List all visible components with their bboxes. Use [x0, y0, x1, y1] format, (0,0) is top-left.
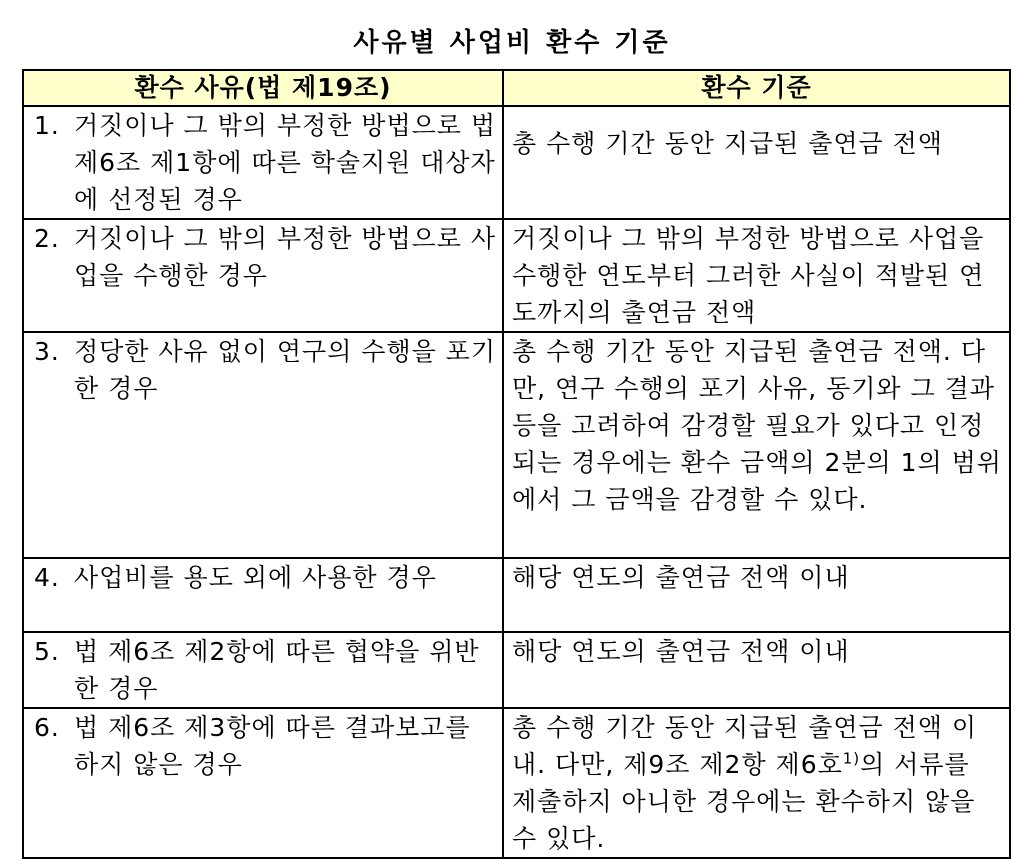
criteria-cell: 총 수행 기간 동안 지급된 출연금 전액. 다만, 연구 수행의 포기 사유, 동기와 그 결과 등을 고려하여 감경할 필요가 있다고 인정되는 경우에는 환수 금액의 2분의 1의 범위에서 그 금액을 감경할 수 있다.: [503, 332, 1010, 558]
criteria-text-after-footnote: 의 서류를 제출하지 아니한 경우에는 환수하지 않을 수 있다.: [512, 750, 976, 853]
header-criteria: 환수 기준: [503, 70, 1010, 106]
reason-cell: [23, 332, 503, 558]
reason-text-wrap: [34, 220, 496, 294]
reason-text-wrap: [34, 333, 496, 407]
table-row: [23, 219, 1010, 332]
reason-cell: [23, 558, 503, 632]
criteria-cell: [503, 708, 1010, 858]
footnote-marker[interactable]: 1): [842, 749, 861, 768]
table-row: [23, 632, 1010, 708]
row-number: 5.: [34, 637, 60, 666]
row-number: 1.: [34, 111, 60, 140]
reason-text-wrap: [34, 107, 496, 218]
table-row: [23, 708, 1010, 858]
table-row: [23, 106, 1010, 219]
refund-criteria-table: [22, 69, 1011, 859]
reason-text: 거짓이나 그 밖의 부정한 방법으로 법 제6조 제1항에 따른 학술지원 대상자에 선정된 경우: [74, 111, 496, 214]
criteria-cell: 거짓이나 그 밖의 부정한 방법으로 사업을 수행한 연도부터 그러한 사실이 적발된 연도까지의 출연금 전액: [503, 219, 1010, 332]
reason-cell: [23, 632, 503, 708]
table-row: [23, 558, 1010, 632]
reason-text: 법 제6조 제3항에 따른 결과보고를 하지 않은 경우: [74, 713, 471, 779]
reason-text-wrap: [34, 709, 496, 783]
criteria-cell: 총 수행 기간 동안 지급된 출연금 전액: [503, 106, 1010, 219]
document-title: 사유별 사업비 환수 기준: [353, 28, 671, 58]
reason-text-wrap: [34, 559, 496, 596]
criteria-cell: 해당 연도의 출연금 전액 이내: [503, 632, 1010, 708]
table-row: [23, 332, 1010, 558]
reason-text: 사업비를 용도 외에 사용한 경우: [74, 563, 437, 592]
criteria-text-before-footnote: 총 수행 기간 동안 지급된 출연금 전액 이내. 다만, 제9조 제2항 제6호: [512, 713, 978, 779]
header-reason: 환수 사유(법 제19조): [23, 70, 503, 106]
row-number: 4.: [34, 563, 60, 592]
row-number: 6.: [34, 713, 60, 742]
reason-text: 법 제6조 제2항에 따른 협약을 위반한 경우: [74, 637, 480, 703]
criteria-cell: 해당 연도의 출연금 전액 이내: [503, 558, 1010, 632]
reason-text: 거짓이나 그 밖의 부정한 방법으로 사업을 수행한 경우: [74, 224, 496, 290]
reason-cell: [23, 106, 503, 219]
reason-cell: [23, 708, 503, 858]
reason-cell: [23, 219, 503, 332]
reason-text-wrap: [34, 633, 496, 707]
row-number: 2.: [34, 224, 60, 253]
reason-text: 정당한 사유 없이 연구의 수행을 포기한 경우: [74, 337, 496, 403]
row-number: 3.: [34, 337, 60, 366]
table-header-row: [23, 70, 1010, 106]
